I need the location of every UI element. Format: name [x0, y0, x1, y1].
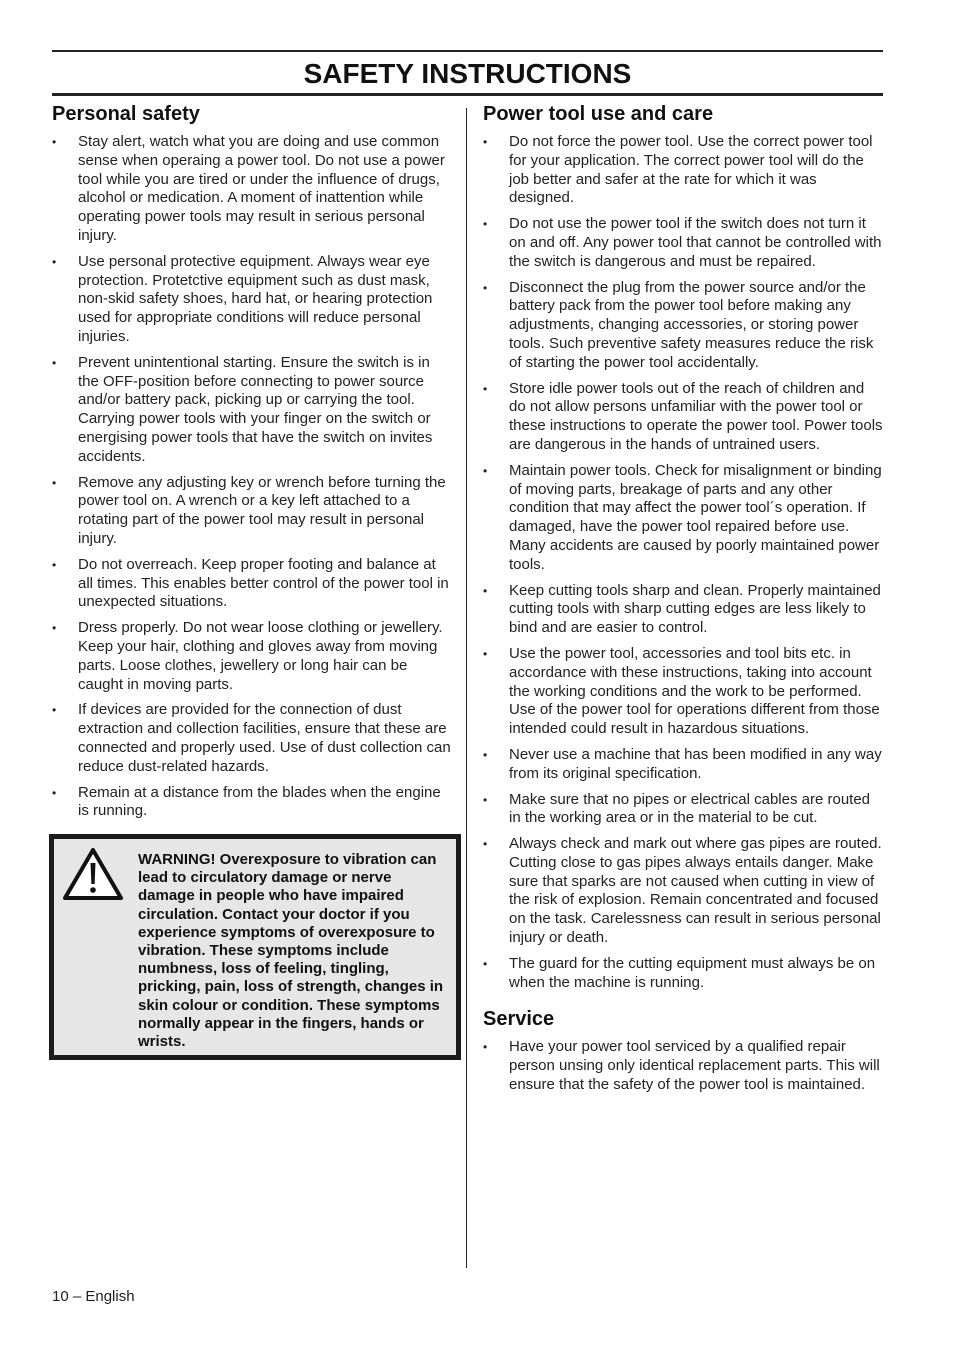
- page-title: SAFETY INSTRUCTIONS: [303, 58, 632, 89]
- title-rule: [52, 93, 883, 96]
- bullet: •: [483, 792, 488, 807]
- list-item: [52, 701, 452, 776]
- bullet: •: [483, 1040, 488, 1055]
- top-rule: [52, 50, 883, 52]
- list-item-text: Always check and mark out where gas pipes are routed. Cutting close to gas pipes always entails danger. Make sure that sparks are not caused when cutting in view of the risk of explosion. Remain concentrated and focused on the task. Carelessness can result in serious personal injury or death.: [509, 835, 882, 947]
- bullet: •: [483, 583, 488, 598]
- page-footer: 10 – English: [52, 1288, 135, 1305]
- column-divider: [466, 108, 467, 1268]
- bullet: •: [52, 785, 57, 800]
- bullet: •: [483, 646, 488, 661]
- list-item: [483, 133, 883, 208]
- bullet: •: [52, 621, 57, 636]
- list-item-text: Remain at a distance from the blades when the engine is running.: [78, 783, 441, 820]
- list-item: [483, 955, 883, 993]
- service-heading: Service: [483, 1008, 555, 1031]
- bullet: •: [52, 355, 57, 370]
- list-item-text: Remove any adjusting key or wrench before turning the power tool on. A wrench or a key left attached to a rotating part of the power tool may result in personal injury.: [78, 473, 446, 547]
- list-item: [52, 619, 452, 694]
- list-item: [483, 462, 883, 575]
- list-item: [483, 835, 883, 948]
- list-item: [483, 791, 883, 829]
- bullet: •: [483, 956, 488, 971]
- bullet: •: [483, 747, 488, 762]
- list-item: [52, 354, 452, 467]
- list-item: [52, 133, 452, 246]
- list-item-text: Stay alert, watch what you are doing and use common sense when operaing a power tool. Do not use a power tool while you are tired or under the influence of drugs, alcohol or medication. A moment of inattention while operating power tools may result in serious personal injury.: [78, 133, 445, 244]
- list-item: [483, 645, 883, 739]
- list-item-text: Do not overreach. Keep proper footing and balance at all times. This enables better control of the power tool in unexpected situations.: [78, 555, 449, 611]
- list-item-text: Have your power tool serviced by a qualified repair person unsing only identical replacement parts. This will ensure that the safety of the power tool is maintained.: [509, 1038, 880, 1094]
- list-item-text: If devices are provided for the connection of dust extraction and collection facilities, ensure that these are connected and properly used. Use of dust collection can reduce dust-related hazards.: [78, 701, 451, 775]
- list-item-text: Store idle power tools out of the reach of children and do not allow persons unfamiliar with the power tool or these instructions to operate the power tool. Power tools are dangerous in the hands of untrained users.: [509, 379, 883, 453]
- bullet: •: [52, 557, 57, 572]
- warning-text: WARNING! Overexposure to vibration can lead to circulatory damage or nerve damage in people who have impaired circulation. Contact your doctor if you experience symptoms of overexposure to vibration. These symptoms include numbness, loss of feeling, tingling, pricking, pain, loss of strength, changes in skin colour or condition. These symptoms normally appear in the fingers, hands or wrists.: [138, 851, 444, 1051]
- left-column: [52, 101, 452, 828]
- list-item-text: Never use a machine that has been modified in any way from its original specification.: [509, 745, 882, 782]
- vibration-warning-box: [49, 834, 461, 1060]
- bullet: •: [52, 475, 57, 490]
- right-column: [483, 101, 883, 1102]
- bullet: •: [52, 254, 57, 269]
- bullet: •: [483, 381, 488, 396]
- list-item-text: Do not force the power tool. Use the correct power tool for your application. The correct power tool will do the job better and safer at the rate for which it was designed.: [509, 133, 873, 207]
- bullet: •: [483, 217, 488, 232]
- list-item: [483, 380, 883, 455]
- list-item: [52, 556, 452, 612]
- list-item-text: Do not use the power tool if the switch does not turn it on and off. Any power tool that cannot be controlled with the switch is dangerous and must be repaired.: [509, 215, 882, 270]
- list-item-text: Use personal protective equipment. Always wear eye protection. Protetctive equipment such as dust mask, non-skid safety shoes, hard hat, or hearing protection used for appropriate conditions will reduce personal injuries.: [78, 252, 433, 345]
- bullet: •: [483, 135, 488, 149]
- personal-safety-list: [52, 133, 452, 821]
- list-item: [483, 582, 883, 638]
- service-list: [483, 1038, 883, 1094]
- warning-triangle-icon: [62, 847, 124, 901]
- list-item-text: Disconnect the plug from the power source and/or the battery pack from the power tool before making any adjustments, changing accessories, or storing power tools. Such preventive safety measures reduce the risk of starting the power tool accidentally.: [509, 278, 874, 371]
- list-item: [483, 279, 883, 373]
- bullet: •: [52, 703, 57, 718]
- bullet: •: [483, 837, 488, 852]
- power-tool-use-heading: Power tool use and care: [483, 103, 714, 125]
- list-item-text: Use the power tool, accessories and tool bits etc. in accordance with these instructions, taking into account the working conditions and the work to be performed. Use of the power tool for operations different from those intended could result in hazardous situations.: [509, 644, 880, 738]
- list-item: [483, 215, 883, 271]
- personal-safety-heading: Personal safety: [52, 103, 200, 125]
- list-item-text: Prevent unintentional starting. Ensure the switch is in the OFF-position before connecting to power source and/or battery pack, picking up or carrying the tool. Carrying power tools with your finger on the switch or energising power tools that have the switch on invites accidents.: [78, 353, 433, 465]
- list-item-text: Keep cutting tools sharp and clean. Properly maintained cutting tools with sharp cutting edges are less likely to bind and are easier to control.: [509, 581, 881, 637]
- list-item-text: Make sure that no pipes or electrical cables are routed in the working area or in the material to be cut.: [509, 790, 871, 827]
- bullet: •: [52, 135, 57, 149]
- list-item: [483, 1038, 883, 1094]
- power-tool-use-list: [483, 133, 883, 992]
- list-item: [483, 746, 883, 784]
- list-item-text: Maintain power tools. Check for misalignment or binding of moving parts, breakage of parts and any other condition that may affect the power tool´s operation. If damaged, have the power tool repaired before use. Many accidents are caused by poorly maintained power tools.: [509, 461, 882, 573]
- list-item: [52, 784, 452, 822]
- bullet: •: [483, 280, 488, 295]
- list-item-text: Dress properly. Do not wear loose clothing or jewellery. Keep your hair, clothing and gloves away from moving parts. Loose clothes, jewellery or long hair can be caught in moving parts.: [78, 619, 443, 693]
- list-item: [52, 474, 452, 549]
- list-item: [52, 253, 452, 347]
- bullet: •: [483, 463, 488, 478]
- list-item-text: The guard for the cutting equipment must always be on when the machine is running.: [509, 954, 876, 991]
